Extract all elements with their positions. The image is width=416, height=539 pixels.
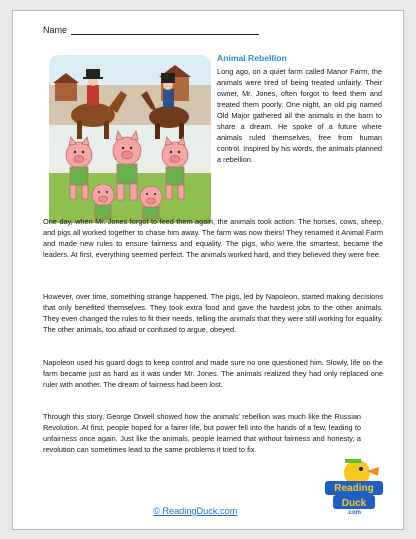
- pig-icon: [140, 186, 162, 219]
- paragraph-5: Through this story, George Orwell showed how the animals' rebellion was much like the Russian Revolution. At first, people hoped for a fairer life, but power fell into the hands of a few, leading to unfairness once again. Just like the animals, people learned that without fairness and honesty, a revolution can sometimes lead to the same problems it tried to fix.: [43, 412, 361, 455]
- name-field: [43, 25, 259, 35]
- story-title: Animal Rebellion: [217, 53, 287, 63]
- reading-duck-logo: [323, 451, 385, 515]
- pig-icon: [92, 184, 114, 219]
- readingduck-footer-link[interactable]: © ReadingDuck.com: [153, 506, 238, 516]
- worksheet-page: [12, 10, 404, 530]
- logo-text-duck: Duck: [341, 498, 367, 509]
- paragraph-3: However, over time, something strange happened. The pigs, led by Napoleon, started making decisions that only benefited themselves. They took extra food and gave the hardest jobs to the other animals. They even changed the rules to fit their needs, telling the animals that they were still working for equality. The other animals, too afraid or confused to argue, obeyed.: [43, 292, 383, 335]
- name-label: Name: [43, 25, 68, 35]
- paragraph-4: Napoleon used his guard dogs to keep control and made sure no one questioned him. Slowly, life on the farm became just as hard as it was under Mr. Jones. The animals realized they had only replaced one ruler with another. The dream of fairness had been lost.: [43, 358, 383, 390]
- name-line: [71, 25, 259, 35]
- logo-text-reading: Reading: [334, 483, 374, 494]
- animal-rebellion-illustration: [49, 55, 211, 223]
- logo-text-com: .com: [346, 510, 362, 515]
- paragraph-2: One day, when Mr. Jones forgot to feed them again, the animals took action. The horses, cows, sheep, and pigs all worked together to chase him away. The farm was now theirs! They renamed it Animal Farm and made new rules to ensure fairness and equality. The pigs, who were the smartest, became the leaders. At first, everything seemed perfect. The animals worked hard, and they believed they were free.: [43, 217, 383, 260]
- paragraph-1: Long ago, on a quiet farm called Manor Farm, the animals were tired of being treated unfairly. Their owner, Mr. Jones, often forgot to feed them and treated them poorly. One night, an old pig named Old Major gathered all the animals in the barn to share a dream. He spoke of a future where animals ruled themselves, free from human control. Inspired by his words, the animals planned a rebellion.: [217, 67, 382, 165]
- barn-icon: [55, 83, 77, 101]
